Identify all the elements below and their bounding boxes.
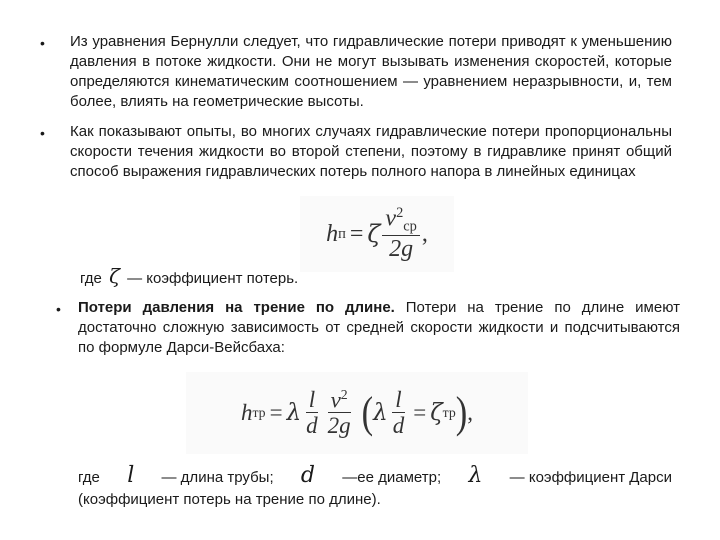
formula2-v-sup: 2	[340, 386, 348, 402]
formula2-lambda-2: λ	[373, 400, 388, 426]
formula2-comma: ,	[467, 400, 474, 425]
bullet-3-heading: Потери давления на трение по длине.	[78, 299, 395, 316]
bullet-3-body: Потери на трение по длине имеют достаточно сложную зависимость от средней скорости жидкости и подсчитываются по формуле Дарси-Вейсбаха:	[78, 299, 680, 356]
formula1-comma: ,	[421, 220, 428, 247]
formula1-v-sup: 2	[396, 204, 404, 221]
note2-d-text: —ее диаметр;	[342, 469, 442, 486]
bullet-marker-3: •	[56, 301, 61, 317]
bullet-marker-1: •	[40, 35, 45, 51]
note2-l-text: — длина трубы;	[161, 469, 274, 486]
formula2-open-paren: (	[361, 387, 374, 438]
formula2-h-sub: тр	[252, 405, 266, 420]
formula1-den: 2g	[389, 235, 414, 262]
note-zeta	[80, 266, 480, 289]
formula-head-loss	[300, 196, 454, 272]
formula2-2g: 2g	[327, 413, 351, 439]
note1-text: — коэффициент потерь.	[127, 270, 299, 287]
formula1-v-sub: ср	[403, 218, 417, 235]
formula1-h-sub: п	[338, 225, 346, 242]
formula2-frac-ld	[303, 388, 321, 438]
formula2-l: l	[306, 388, 318, 413]
formula2-d-2: d	[392, 412, 405, 438]
note-darcy-line2: (коэффициент потерь на трение по длине).	[78, 491, 381, 508]
formula2-zeta-sub: тр	[442, 405, 456, 420]
note2-lambda-text: — коэффициент Дарси	[509, 469, 672, 486]
formula2-h: h	[240, 400, 253, 425]
formula1-fraction	[382, 206, 419, 262]
formula1-v: v	[385, 205, 397, 232]
formula2-frac-v2g	[325, 388, 354, 439]
formula1-h: h	[326, 220, 339, 247]
formula2-eq2: =	[413, 400, 427, 425]
note2-lambda-symbol: λ	[468, 463, 483, 488]
formula1-zeta: ζ	[367, 220, 381, 248]
bullet-2-text: Как показывают опыты, во многих случаях гидравлические потери пропорциональны скорости течения жидкости во второй степени, поэтому в гидравлике принят общий способ выражения гидравлических потерь полного напора в линейных единицах	[70, 123, 672, 180]
note2-l-symbol: l	[127, 463, 135, 488]
note2-d-symbol: d	[300, 463, 315, 488]
formula-darcy-weisbach	[186, 372, 528, 454]
formula2-eq1: =	[269, 400, 283, 425]
formula2-l-2: l	[392, 388, 404, 413]
note2-prefix: где	[78, 469, 100, 486]
formula2-lambda: λ	[286, 400, 302, 426]
formula2-zeta: ζ	[430, 400, 443, 426]
formula2-d: d	[306, 412, 318, 438]
formula2-frac-ld-2	[390, 388, 408, 438]
note-darcy-line1	[78, 463, 672, 488]
note1-prefix: где	[80, 270, 102, 287]
bullet-marker-2: •	[40, 125, 45, 141]
bullet-1-text: Из уравнения Бернулли следует, что гидравлические потери приводят к уменьшению давления в потоке жидкости. Они не могут вызывать изменения скоростей, которые определяются кинематическим соотношением — уравнением неразрывности, и, тем более, влиять на геометрические высоты.	[70, 33, 672, 110]
formula1-eq: =	[349, 220, 364, 247]
formula2-close-paren: )	[455, 387, 468, 438]
note1-zeta-symbol: ζ	[109, 264, 120, 288]
formula2-v: v	[330, 386, 341, 412]
bullet-3-text	[78, 298, 680, 358]
